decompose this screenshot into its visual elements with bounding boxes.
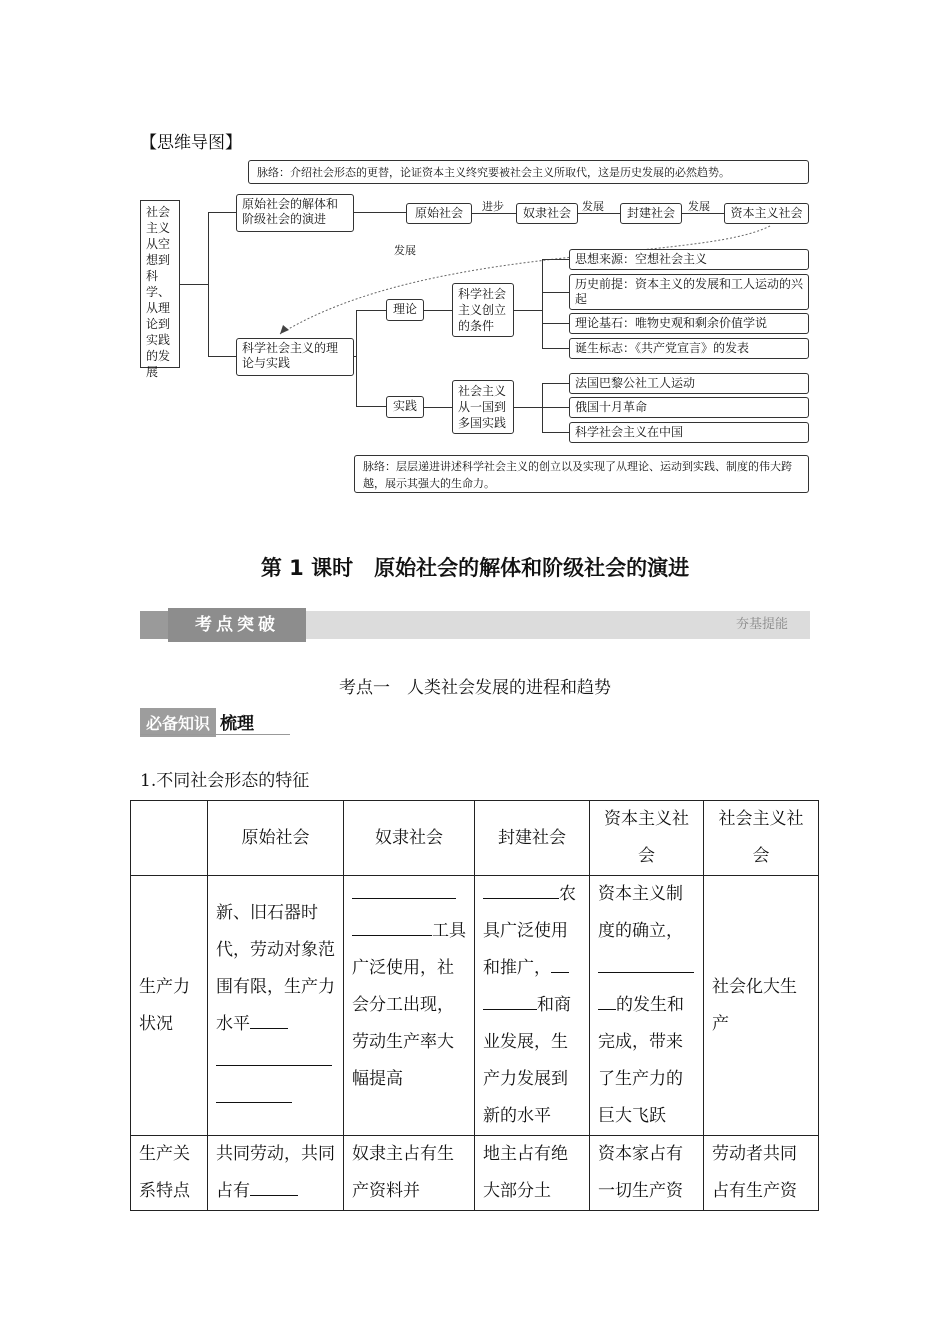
chain-node-slave: 奴隶社会 (516, 203, 578, 224)
fill-blank (352, 876, 456, 899)
fill-blank (483, 876, 559, 899)
lesson-title: 第 1 课时 原始社会的解体和阶级社会的演进 (260, 556, 690, 580)
connector (354, 212, 406, 213)
theory-item-birth: 诞生标志：《共产党宣言》的发表 (569, 338, 809, 359)
table-cell (208, 876, 344, 1136)
fill-blank (551, 950, 569, 973)
table-header: 奴隶社会 (344, 801, 475, 876)
cell-text: 的发生和完成，带来了生产力的巨大飞跃 (598, 995, 684, 1126)
section-tag-gray: 必备知识 (140, 708, 216, 737)
connector (208, 212, 236, 213)
mindmap-title: 【思维导图】 (140, 133, 242, 153)
curve-label: 发展 (394, 244, 416, 257)
branch2-node: 科学社会主义的理论与实践 (236, 338, 354, 376)
table-header: 资本主义社会 (590, 801, 704, 876)
table-cell: 奴隶主占有生产资料并 (344, 1136, 475, 1211)
connector (514, 310, 542, 311)
connector (514, 407, 542, 408)
connector (542, 259, 569, 260)
theory-condition-node: 科学社会主义创立的条件 (452, 283, 514, 337)
table-cell: 地主占有绝大部分土 (475, 1136, 590, 1211)
note-top: 脉络：介绍社会形态的更替，论证资本主义终究要被社会主义所取代，这是历史发展的必然趋势。 (248, 160, 809, 184)
connector (542, 383, 543, 433)
connector (542, 292, 569, 293)
cell-text: 共同劳动，共同占有 (216, 1144, 335, 1201)
connector (356, 406, 386, 407)
chain-node-primitive: 原始社会 (406, 203, 472, 224)
arrow (472, 213, 516, 214)
cell-text: 资本主义制度的确立， (598, 884, 683, 941)
table-cell: 资本家占有一切生产资 (590, 1136, 704, 1211)
chain-link-label: 进步 (482, 200, 504, 213)
connector (542, 407, 569, 408)
connector (208, 356, 236, 357)
cell-text: 新、旧石器时代，劳动对象范围有限，生产力水平 (216, 902, 335, 1034)
branch1-node: 原始社会的解体和阶级社会的演进 (236, 194, 354, 232)
table-cell (475, 876, 590, 1136)
row-label: 生产关系特点 (131, 1136, 208, 1211)
fill-blank (598, 987, 616, 1010)
connector (542, 432, 569, 433)
theory-item-premise (569, 274, 809, 310)
section-banner (140, 608, 810, 642)
root-node: 社会主义从空想到科学、从理论到实践的发展 (140, 200, 180, 368)
fill-blank (216, 1043, 332, 1066)
chain-node-capitalist: 资本主义社会 (724, 203, 809, 224)
banner-accent (140, 611, 168, 639)
chain-node-feudal: 封建社会 (620, 203, 682, 224)
section-tag (140, 706, 258, 734)
fill-blank (250, 1173, 298, 1196)
theory-node: 理论 (386, 299, 424, 321)
table-cell: 劳动者共同占有生产资 (704, 1136, 819, 1211)
section-tag-underline (140, 734, 290, 735)
connector (356, 310, 386, 311)
connector (542, 323, 569, 324)
connector (542, 259, 543, 349)
section1-title: 1.不同社会形态的特征 (140, 771, 310, 791)
connector (424, 407, 452, 408)
kaodian-title: 考点一 人类社会发展的进程和趋势 (339, 678, 611, 698)
table-header: 社会主义社会 (704, 801, 819, 876)
cell-text: 工具广泛使用，社会分工出现，劳动生产率大幅提高 (352, 921, 466, 1089)
theory-item-source: 思想来源：空想社会主义 (569, 249, 809, 270)
table-cell: 社会化大生产 (704, 876, 819, 1136)
fill-blank (598, 950, 694, 973)
connector (356, 310, 357, 407)
table-header: 原始社会 (208, 801, 344, 876)
table-header: 封建社会 (475, 801, 590, 876)
arrow (578, 213, 620, 214)
practice-item-china: 科学社会主义在中国 (569, 422, 809, 443)
practice-item-paris: 法国巴黎公社工人运动 (569, 373, 809, 394)
fill-blank (216, 1080, 292, 1103)
connector (180, 284, 208, 285)
row-label: 生产力状况 (131, 876, 208, 1136)
connector (424, 310, 452, 311)
practice-spread-node: 社会主义从一国到多国实践 (452, 380, 514, 434)
section-tag-plain: 梳理 (220, 714, 255, 734)
chain-link-label: 发展 (582, 200, 604, 213)
theory-item-foundation: 理论基石：唯物史观和剩余价值学说 (569, 313, 809, 334)
fill-blank (483, 987, 537, 1010)
society-table (130, 800, 819, 1211)
theory-item-premise-text: 历史前提：资本主义的发展和工人运动的兴起 (575, 277, 804, 306)
arrow (682, 213, 724, 214)
chain-link-label: 发展 (688, 200, 710, 213)
connector (208, 212, 209, 357)
cell-text: 和商业发展，生产力发展到新的水平 (483, 995, 571, 1126)
fill-blank (352, 913, 432, 936)
table-cell (590, 876, 704, 1136)
table-header-empty (131, 801, 208, 876)
table-cell (208, 1136, 344, 1211)
note-bottom: 脉络：层层递进讲述科学社会主义的创立以及实现了从理论、运动到实践、制度的伟大跨越，展示其强大的生命力。 (354, 455, 809, 493)
table-cell (344, 876, 475, 1136)
cell-text: 农具广泛使用和推广， (483, 884, 576, 978)
connector (542, 348, 569, 349)
connector (542, 383, 569, 384)
banner-label: 考点突破 (168, 608, 306, 642)
fill-blank (250, 1006, 288, 1029)
practice-item-october: 俄国十月革命 (569, 397, 809, 418)
banner-right-text: 夯基提能 (735, 617, 788, 632)
practice-node: 实践 (386, 396, 424, 418)
